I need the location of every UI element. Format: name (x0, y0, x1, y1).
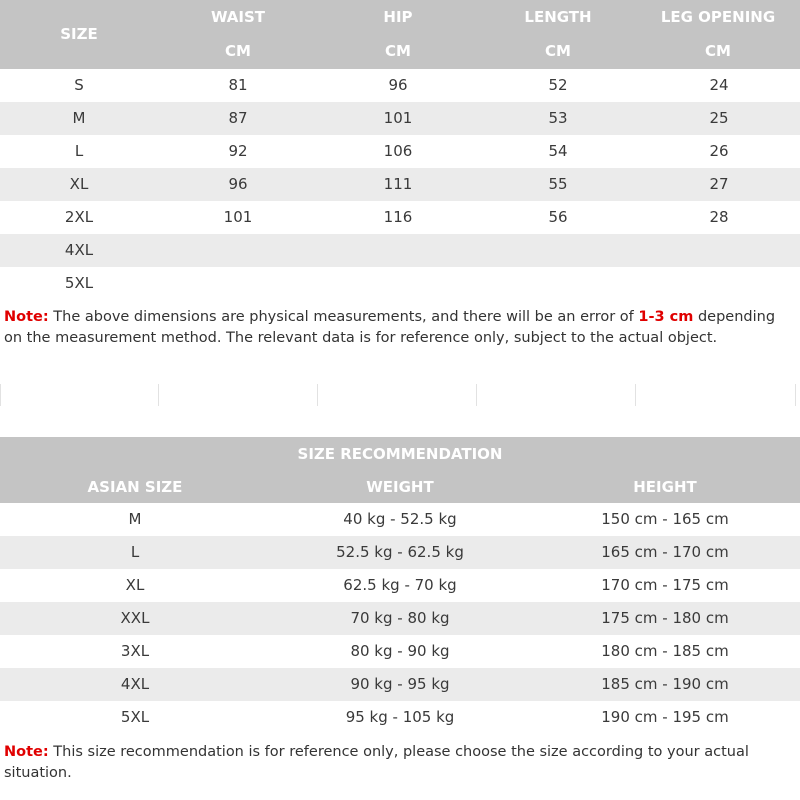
measurement-note (4, 307, 794, 349)
cell-waist (158, 234, 318, 267)
cell-size: L (74, 142, 84, 160)
cell-weight: 52.5 kg - 62.5 kg (336, 543, 464, 561)
cell-size: 4XL (120, 675, 150, 693)
cell-length: 55 (548, 175, 568, 193)
table-row (0, 701, 800, 734)
cell-height: 170 cm - 175 cm (601, 576, 729, 594)
cell-hip: 116 (383, 208, 413, 226)
table-row (0, 635, 800, 668)
cell-waist: 92 (228, 142, 248, 160)
cell-leg: 25 (709, 109, 729, 127)
length-unit: CM (545, 42, 571, 60)
cell-length: 53 (548, 109, 568, 127)
note-text-after: depending on the measurement method. The relevant data is for reference only, subject to the actual object. (4, 309, 776, 346)
cell-leg: 24 (709, 76, 729, 94)
cell-size: 2XL (64, 208, 94, 226)
cell-size: XXL (120, 609, 150, 627)
note-text-before: The above dimensions are physical measurements, and there will be an error of (48, 309, 639, 325)
recommendation-title: SIZE RECOMMENDATION (297, 445, 503, 463)
waist-header: WAIST (210, 8, 266, 26)
cell-leg: 27 (709, 175, 729, 193)
divider (317, 384, 318, 406)
cell-size: XL (69, 175, 89, 193)
cell-hip: 101 (383, 109, 413, 127)
waist-unit: CM (225, 42, 251, 60)
size-recommendation-table (0, 437, 800, 734)
length-header: LENGTH (524, 8, 592, 26)
table-row (0, 102, 800, 135)
cell-hip: 106 (383, 142, 413, 160)
cell-height: 190 cm - 195 cm (601, 708, 729, 726)
cell-size: S (74, 76, 84, 94)
cell-weight: 70 kg - 80 kg (350, 609, 450, 627)
leg-opening-header: LEG OPENING (660, 8, 776, 26)
cell-weight: 80 kg - 90 kg (350, 642, 450, 660)
size-header: SIZE (60, 25, 98, 43)
cell-waist: 87 (228, 109, 248, 127)
table-row (0, 135, 800, 168)
cell-size: 4XL (64, 241, 94, 259)
cell-weight: 95 kg - 105 kg (345, 708, 455, 726)
divider (635, 384, 636, 406)
cell-leg: 28 (709, 208, 729, 226)
divider (158, 384, 159, 406)
divider (0, 384, 1, 406)
cell-hip: 111 (383, 175, 413, 193)
recommendation-table-body (0, 503, 800, 734)
cell-size: 5XL (120, 708, 150, 726)
cell-size: L (130, 543, 140, 561)
cell-length: 56 (548, 208, 568, 226)
cell-height: 150 cm - 165 cm (601, 510, 729, 528)
cell-weight: 90 kg - 95 kg (350, 675, 450, 693)
cell-hip: 96 (388, 76, 408, 94)
cell-waist: 81 (228, 76, 248, 94)
asian-size-header: ASIAN SIZE (87, 478, 183, 496)
cell-length (478, 267, 638, 300)
height-header: HEIGHT (633, 478, 697, 496)
cell-length: 54 (548, 142, 568, 160)
divider (476, 384, 477, 406)
cell-size: 5XL (64, 274, 94, 292)
cell-height: 185 cm - 190 cm (601, 675, 729, 693)
table-row (0, 503, 800, 536)
table-row (0, 267, 800, 300)
table-row (0, 569, 800, 602)
table-row (0, 668, 800, 701)
cell-size: XL (125, 576, 145, 594)
table-row (0, 69, 800, 102)
note-text: This size recommendation is for reference only, please choose the size according to your actual situation. (4, 744, 749, 781)
table-row (0, 168, 800, 201)
cell-size: 3XL (120, 642, 150, 660)
cell-leg (638, 267, 800, 300)
cell-waist (158, 267, 318, 300)
weight-header: WEIGHT (366, 478, 434, 496)
cell-waist: 101 (223, 208, 253, 226)
note-label: Note: (4, 744, 49, 760)
cell-size: M (128, 510, 142, 528)
cell-hip (318, 234, 478, 267)
table-row (0, 234, 800, 267)
cell-weight: 62.5 kg - 70 kg (343, 576, 457, 594)
cell-height: 165 cm - 170 cm (601, 543, 729, 561)
cell-height: 180 cm - 185 cm (601, 642, 729, 660)
cell-leg (638, 234, 800, 267)
size-table-body (0, 69, 800, 300)
cell-size: M (72, 109, 86, 127)
size-measurement-table (0, 0, 800, 300)
table-row (0, 536, 800, 569)
cell-waist: 96 (228, 175, 248, 193)
note-label: Note: (4, 309, 49, 325)
cell-length: 52 (548, 76, 568, 94)
cell-hip (318, 267, 478, 300)
size-table-header (0, 0, 800, 69)
note-error-range: 1-3 cm (638, 309, 694, 325)
cell-length (478, 234, 638, 267)
hip-unit: CM (385, 42, 411, 60)
table-row (0, 201, 800, 234)
recommendation-note (4, 742, 794, 784)
divider (795, 384, 796, 406)
recommendation-header (0, 437, 800, 503)
leg-opening-unit: CM (705, 42, 731, 60)
cell-leg: 26 (709, 142, 729, 160)
table-row (0, 602, 800, 635)
cell-height: 175 cm - 180 cm (601, 609, 729, 627)
hip-header: HIP (383, 8, 413, 26)
cell-weight: 40 kg - 52.5 kg (343, 510, 457, 528)
